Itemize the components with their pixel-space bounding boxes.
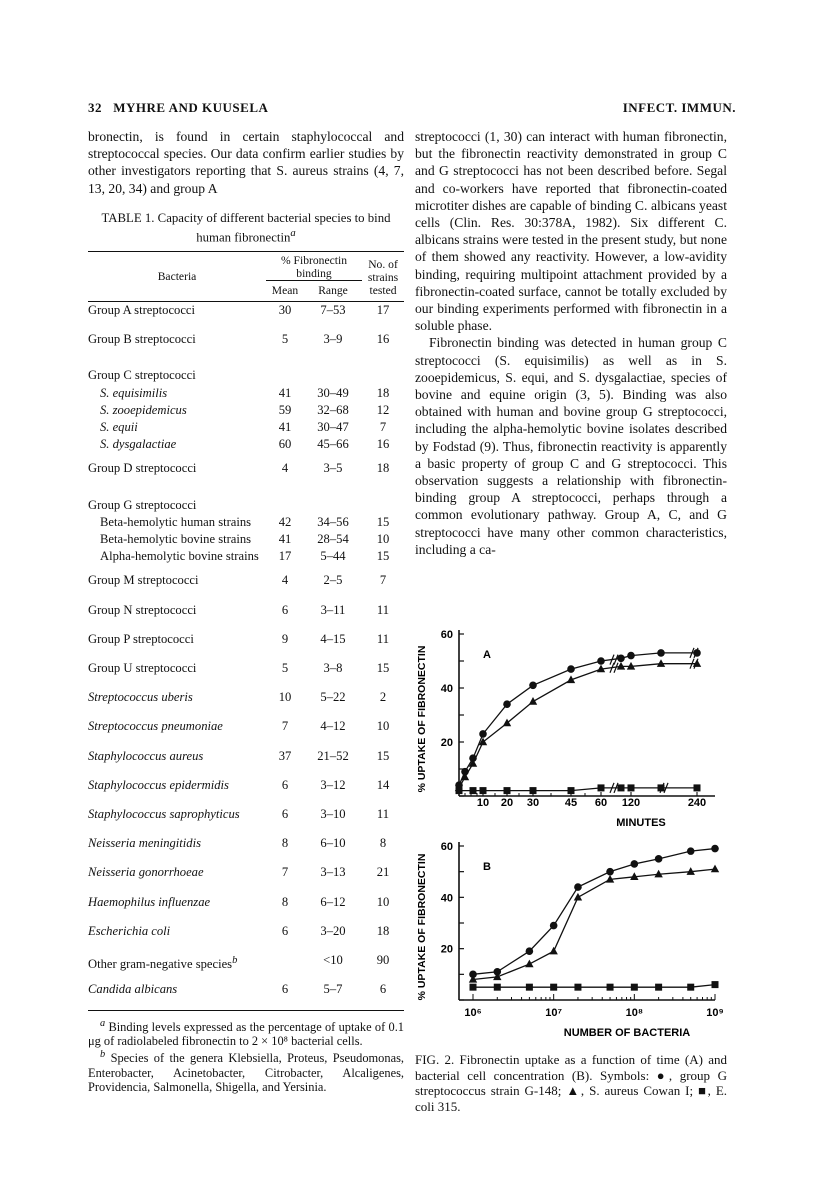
cell-mean: 4 [281, 573, 289, 588]
cell-n: 18 [376, 923, 390, 938]
table-row [88, 923, 404, 952]
table-header-row [88, 252, 404, 281]
cell-mean: 6 [281, 602, 289, 617]
cell-range: 5–22 [320, 690, 346, 705]
row-mark: b [232, 954, 238, 966]
data-point-square [530, 787, 537, 794]
row-name: Other gram-negative species [88, 957, 233, 972]
cell-n: 11 [376, 806, 390, 821]
footnote-a: $^a$ Binding levels expressed as the percentage of uptake of 0.1 μg of radiolabeled fibronectin to 2 × 10⁸ bacterial cells. [88, 1018, 404, 1049]
cell-name [88, 460, 266, 489]
x-tick-label: 240 [687, 797, 707, 809]
cell-name [88, 864, 266, 893]
data-point-square [470, 984, 477, 991]
data-point-circle [711, 845, 719, 853]
table-row [88, 419, 404, 436]
table-body [88, 302, 404, 1011]
table-row [88, 436, 404, 460]
cell-range: 30–49 [317, 385, 349, 400]
footnote-a-text: Binding levels expressed as the percentage of uptake of 0.1 μg of radiolabeled fibronectin to 2 × 10⁸ bacterial cells. [88, 1020, 404, 1049]
data-point-square [470, 787, 477, 794]
cell-range: 45–66 [317, 437, 349, 452]
y-tick-label: 60 [440, 629, 453, 641]
triangle-symbol: ▲ [566, 1083, 581, 1098]
table-row [88, 660, 404, 689]
cell-n: 17 [376, 303, 390, 318]
figure-2-svg [415, 622, 735, 1039]
table-row [88, 718, 404, 747]
data-point-circle [550, 922, 558, 930]
cell-n: 8 [379, 836, 387, 851]
cell-range: 4–15 [320, 631, 346, 646]
x-tick-label: 20 [500, 797, 514, 809]
y-axis-label: % UPTAKE OF FIBRONECTIN [416, 853, 428, 1001]
cell-mean: 60 [278, 437, 292, 452]
authors: MYHRE AND KUUSELA [113, 100, 269, 115]
data-point-square [480, 787, 487, 794]
cell-mean: 9 [281, 631, 289, 646]
data-point-circle [657, 649, 665, 657]
cell-range: 21–52 [317, 748, 349, 763]
cell-mean: 6 [281, 777, 289, 792]
data-point-square [694, 784, 701, 791]
cell-n: 18 [376, 385, 390, 400]
row-name: Streptococcus pneumoniae [88, 719, 223, 734]
caption-text: Fibronectin uptake as a function of time (A) and bacterial cell concentration (B). Symbols: [415, 1052, 727, 1083]
cell-range: 3–8 [323, 661, 343, 676]
cell-n: 7 [379, 573, 387, 588]
col-range: Range [304, 281, 362, 302]
x-tick-label: 10 [476, 797, 490, 809]
col-bacteria: Bacteria [88, 252, 266, 302]
cell-range: 34–56 [317, 514, 349, 529]
data-point-triangle [574, 893, 582, 901]
cell-name [88, 835, 266, 864]
cell-n: 6 [362, 981, 404, 1011]
data-point-circle [503, 700, 511, 708]
data-point-square [607, 984, 614, 991]
table-row [88, 952, 404, 981]
cell-range: 3–12 [320, 777, 346, 792]
x-tick-label: 10⁷ [545, 1007, 563, 1019]
cell-n: 15 [376, 549, 390, 564]
cell-n: 14 [376, 777, 390, 792]
x-tick-label: 120 [621, 797, 641, 809]
table-group-row [88, 490, 404, 514]
square-symbol: ■ [698, 1083, 708, 1098]
cell-mean: 41 [278, 420, 292, 435]
row-name: Staphylococcus saprophyticus [88, 806, 240, 821]
data-point-square [568, 787, 575, 794]
data-point-circle [526, 947, 534, 955]
group-name: Group G streptococci [88, 497, 197, 512]
x-tick-label: 30 [526, 797, 540, 809]
y-tick-label: 20 [440, 943, 453, 956]
cell-name [88, 689, 266, 718]
row-name: Neisseria meningitidis [88, 836, 201, 851]
cell-n: 15 [376, 661, 390, 676]
data-point-triangle [529, 697, 537, 705]
table-title [88, 211, 404, 245]
cell-range: 3–9 [323, 332, 343, 347]
y-tick-label: 40 [440, 683, 453, 695]
data-point-triangle [549, 947, 557, 955]
cell-range: 5–44 [320, 549, 346, 564]
cell-range: 6–12 [320, 894, 346, 909]
data-point-circle [574, 883, 582, 891]
cell-name: Alpha-hemolytic bovine strains [100, 549, 259, 564]
data-point-square [631, 984, 638, 991]
cell-range: 4–12 [320, 719, 346, 734]
row-name: Staphylococcus epidermidis [88, 777, 229, 792]
x-tick-label: 10⁹ [706, 1007, 724, 1019]
table-row [88, 331, 404, 360]
table-row [88, 531, 404, 548]
cell-range: 2–5 [323, 573, 343, 588]
cell-mean: 8 [281, 894, 289, 909]
table-title-mark: a [290, 227, 296, 239]
figure-2 [415, 622, 735, 1039]
data-point-square [550, 984, 557, 991]
cell-mean: 42 [278, 514, 292, 529]
cell-range: 6–10 [320, 836, 346, 851]
cell-n: 10 [376, 719, 390, 734]
cell-name [88, 572, 266, 601]
cell-n: 10 [376, 894, 390, 909]
table-1 [88, 251, 404, 1011]
data-point-square [655, 984, 662, 991]
table-row [88, 835, 404, 864]
cell-name: S. equisimilis [100, 385, 168, 400]
data-point-square [456, 787, 463, 794]
group-name: Group C streptococci [88, 368, 196, 383]
cell-name [88, 602, 266, 631]
right-paragraph-2: Fibronectin binding was detected in human group C streptococci (S. equisimilis) as well as in S. zooepidemicus, S. equi, and S. dysgalactiae, species of bovine and equine origin (3, 5). Binding was also obtained with human and bovine group G streptococci, including the alpha-hemolytic bovine isolates described by Fodstad (9). Thus, fibronectin reactivity is apparently a basic property of group C and G streptococci. This observation suggests a relationship with fibronectin-binding group A streptococci, perhaps through a common evolutionary pathway. Group A, C, and G streptococci have many other common characteristics, including a ca- [415, 335, 727, 557]
data-point-square [687, 984, 694, 991]
table-row [88, 460, 404, 489]
data-point-square [494, 984, 501, 991]
cell-name [88, 952, 266, 981]
right-column [415, 128, 727, 558]
series-line [473, 985, 715, 988]
table-row [88, 385, 404, 402]
cell-mean [266, 952, 304, 981]
footnote-b: $^b$ Species of the genera Klebsiella, Proteus, Pseudomonas, Enterobacter, Acinetobacter, Citrobacter, Alcaligenes, Providencia, Salmonella, Shigella, and Yersinia. [88, 1049, 404, 1094]
x-tick-label: 10⁶ [464, 1007, 482, 1019]
table-row [88, 402, 404, 419]
table-row [88, 748, 404, 777]
table-row [88, 806, 404, 835]
cell-range: 3–10 [320, 806, 346, 821]
data-point-circle [617, 655, 625, 663]
cell-name: S. dysgalactiae [100, 437, 177, 452]
x-tick-label: 45 [564, 797, 578, 809]
page-number: 32 [88, 100, 102, 115]
row-name: Candida albicans [88, 982, 178, 997]
cell-name: Beta-hemolytic human strains [100, 514, 252, 529]
table-row [88, 981, 404, 1011]
table-row [88, 689, 404, 718]
row-name: Escherichia coli [88, 923, 171, 938]
series-line [459, 664, 697, 788]
cell-name [88, 660, 266, 689]
x-tick-label: 60 [594, 797, 608, 809]
table-group-row [88, 360, 404, 384]
table-row [88, 777, 404, 806]
data-point-square [574, 984, 581, 991]
cell-name [88, 631, 266, 660]
cell-name [88, 894, 266, 923]
table-row [88, 602, 404, 631]
caption-label: FIG. 2. [415, 1052, 455, 1067]
y-tick-label: 40 [440, 892, 453, 905]
cell-name [88, 302, 266, 332]
cell-n: 10 [376, 532, 390, 547]
cell-name: S. equii [100, 420, 138, 435]
cell-n: 15 [376, 748, 390, 763]
data-point-circle [479, 730, 487, 738]
cell-name: Beta-hemolytic bovine strains [100, 532, 252, 547]
cell-n: 18 [376, 461, 390, 476]
table-footnotes [88, 1017, 404, 1093]
cell-n: 16 [376, 437, 390, 452]
x-axis-label: MINUTES [616, 817, 666, 829]
cell-mean: 5 [281, 661, 289, 676]
row-name: Group A streptococci [88, 303, 196, 318]
running-head-left [88, 100, 268, 116]
data-point-square [504, 787, 511, 794]
caption-sym1-text: , group G streptococcus strain G-148; [415, 1067, 728, 1098]
col-mean: Mean [266, 281, 304, 302]
circle-symbol: ● [656, 1067, 669, 1083]
cell-range: <10 [323, 952, 343, 967]
footnote-b-text: Species of the genera Klebsiella, Proteus, Pseudomonas, Enterobacter, Acinetobacter, Citrobacter, Alcaligenes, Providencia, Salmonella, Shigella, and Yersinia. [88, 1051, 404, 1094]
data-point-circle [567, 665, 575, 673]
cell-name [88, 331, 266, 360]
cell-mean: 37 [278, 748, 292, 763]
cell-n: 90 [376, 952, 390, 967]
figure-caption [415, 1052, 727, 1114]
cell-name [88, 923, 266, 952]
x-axis-label: NUMBER OF BACTERIA [563, 1027, 691, 1039]
data-point-triangle [503, 719, 511, 727]
cell-mean: 41 [278, 532, 292, 547]
data-point-square [618, 784, 625, 791]
cell-mean: 6 [281, 923, 289, 938]
cell-mean: 6 [281, 806, 289, 821]
data-point-triangle [525, 960, 533, 968]
cell-mean: 30 [278, 303, 292, 318]
cell-range: 5–7 [304, 981, 362, 1011]
cell-mean: 5 [281, 332, 289, 347]
data-point-square [526, 984, 533, 991]
series-line [473, 869, 715, 979]
cell-mean: 10 [278, 690, 292, 705]
table-row [88, 894, 404, 923]
cell-n: 7 [379, 420, 387, 435]
cell-range: 30–47 [317, 420, 349, 435]
table-title-text: TABLE 1. Capacity of different bacterial species to bind human fibronectin [101, 210, 391, 245]
cell-mean: 59 [278, 402, 292, 417]
cell-range: 3–13 [320, 865, 346, 880]
col-binding: % Fibronectin binding [266, 252, 362, 281]
cell-name [88, 777, 266, 806]
data-point-circle [627, 652, 635, 660]
table-row [88, 514, 404, 531]
cell-mean: 17 [278, 549, 292, 564]
cell-name: S. zooepidemicus [100, 402, 187, 417]
left-column [88, 128, 404, 1094]
data-point-circle [606, 868, 614, 876]
row-name: Staphylococcus aureus [88, 748, 204, 763]
data-point-circle [631, 860, 639, 868]
row-name: Haemophilus influenzae [88, 894, 211, 909]
data-point-square [628, 784, 635, 791]
cell-n: 21 [376, 865, 390, 880]
cell-name [88, 718, 266, 747]
row-name: Group N streptococci [88, 602, 197, 617]
journal-name: INFECT. IMMUN. [622, 100, 736, 115]
data-point-circle [687, 847, 695, 855]
table-row [88, 864, 404, 893]
cell-range: 7–53 [320, 303, 346, 318]
left-body-text: bronectin, is found in certain staphylococcal and streptococcal species. Our data confirm earlier studies by other investigators reporting that S. aureus strains (4, 7, 13, 20, 34) and group A [88, 129, 404, 196]
cell-name [88, 806, 266, 835]
cell-n: 15 [376, 514, 390, 529]
series-line [473, 849, 715, 975]
row-name: Group U streptococci [88, 661, 197, 676]
series-line [459, 653, 697, 785]
cell-name [88, 981, 266, 1011]
cell-n: 16 [376, 332, 390, 347]
cell-mean: 8 [281, 836, 289, 851]
cell-mean: 6 [266, 981, 304, 1011]
row-name: Group D streptococci [88, 461, 197, 476]
data-point-square [598, 784, 605, 791]
row-name: Group M streptococci [88, 573, 199, 588]
data-point-circle [529, 682, 537, 690]
data-point-triangle [711, 865, 719, 873]
caption-sym2-text: , S. aureus Cowan I; [580, 1083, 694, 1098]
data-point-circle [597, 657, 605, 665]
table-row [88, 572, 404, 601]
cell-range: 3–11 [320, 602, 346, 617]
row-name: Streptococcus uberis [88, 690, 193, 705]
table-row [88, 631, 404, 660]
cell-n: 2 [379, 690, 387, 705]
table-row [88, 302, 404, 332]
col-strains: No. of strains tested [362, 252, 404, 302]
table-row [88, 548, 404, 572]
row-name: Group P streptococci [88, 631, 194, 646]
data-point-square [712, 981, 719, 988]
panel-label: B [483, 861, 491, 873]
cell-n: 11 [376, 602, 390, 617]
row-name: Neisseria gonorrhoeae [88, 865, 204, 880]
cell-n: 11 [376, 631, 390, 646]
cell-mean: 4 [281, 461, 289, 476]
cell-range: 3–20 [320, 923, 346, 938]
cell-range: 28–54 [317, 532, 349, 547]
cell-range: 32–68 [317, 402, 349, 417]
cell-mean: 7 [281, 865, 289, 880]
cell-range: 3–5 [323, 461, 343, 476]
caption-sym3-text: , E. coli 315. [415, 1083, 728, 1114]
panel-label: A [483, 649, 491, 661]
cell-mean: 41 [278, 385, 292, 400]
cell-mean: 7 [281, 719, 289, 734]
y-axis-label: % UPTAKE OF FIBRONECTIN [416, 645, 428, 793]
y-tick-label: 60 [440, 841, 453, 853]
x-tick-label: 10⁸ [625, 1007, 644, 1019]
row-name: Group B streptococci [88, 332, 196, 347]
y-tick-label: 20 [440, 737, 453, 749]
cell-n: 12 [376, 402, 390, 417]
data-point-circle [655, 855, 663, 863]
cell-name [88, 748, 266, 777]
right-paragraph-1: streptococci (1, 30) can interact with human fibronectin, but the fibronectin reactivity demonstrated in group C and G streptococci has not been described before. Segal and co-workers have reported that fibronectin-coated microtiter dishes are capable of binding C. albicans yeast cells (Clin. Res. 30:378A, 1982). Six different C. albicans strains were tested in the present study, but none of them showed any reactivity. However, a low-avidity binding, requiring multipoint attachment provided by a fibronectin-coated surface, cannot be totally excluded by our binding experiments performed with fibronectin in a soluble phase. [415, 129, 727, 334]
page-header [88, 100, 736, 120]
